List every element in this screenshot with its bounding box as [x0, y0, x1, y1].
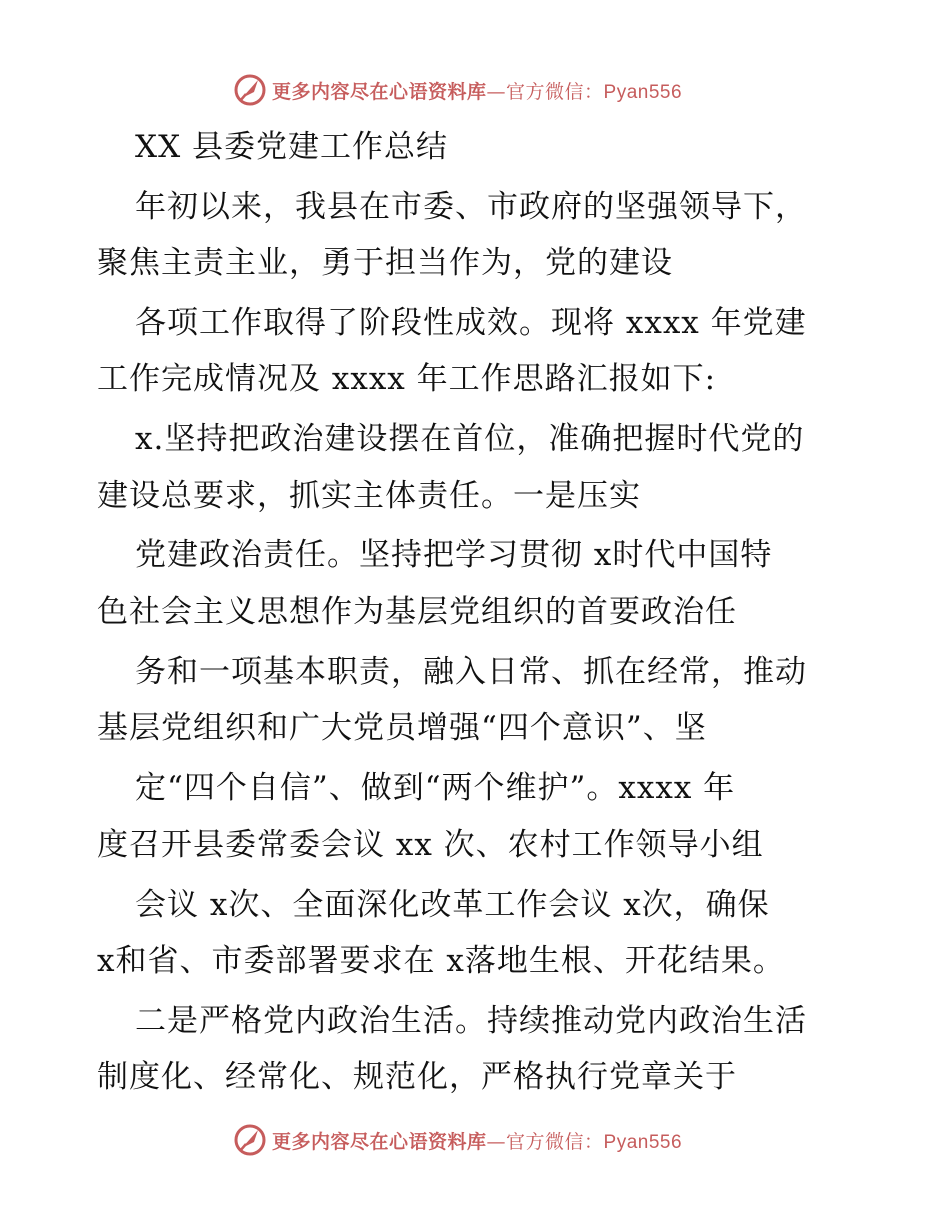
- paragraph-line: 年初以来，我县在市委、市政府的坚强领导下，: [135, 189, 807, 225]
- paragraph-line: 工作完成情况及 xxxx 年工作思路汇报如下:: [97, 361, 717, 397]
- paragraph-line: 度召开县委常委会议 xx 次、农村工作领导小组: [97, 827, 764, 863]
- header-banner-main: 更多内容尽在心语资料库: [272, 81, 487, 103]
- footer-watermark-banner: [0, 1120, 950, 1160]
- footer-banner-dash: —: [486, 1131, 507, 1153]
- header-banner-dash: —: [486, 81, 507, 103]
- paragraph-line: 色社会主义思想作为基层党组织的首要政治任: [97, 594, 737, 630]
- paragraph-line: 定“四个自信”、做到“两个维护”。xxxx 年: [135, 770, 736, 806]
- paragraph-line: 各项工作取得了阶段性成效。现将 xxxx 年党建: [135, 305, 807, 341]
- paragraph-line: 党建政治责任。坚持把学习贯彻 x时代中国特: [135, 537, 773, 573]
- paragraph-line: 制度化、经常化、规范化，严格执行党章关于: [97, 1059, 737, 1095]
- paragraph-line: x.坚持把政治建设摆在首位，准确把握时代党的: [135, 421, 805, 457]
- header-banner-official: 官方微信：: [506, 81, 604, 103]
- footer-banner-handle: Pyan556: [603, 1132, 683, 1153]
- footer-banner-official: 官方微信：: [506, 1131, 604, 1153]
- paragraph-line: 建设总要求，抓实主体责任。一是压实: [97, 478, 641, 514]
- paragraph-line: 聚焦主责主业，勇于担当作为，党的建设: [97, 245, 673, 281]
- quill-logo-icon: [232, 1122, 268, 1158]
- paragraph-line: 务和一项基本职责，融入日常、抓在经常，推动: [135, 654, 807, 690]
- document-title: XX 县委党建工作总结: [135, 129, 448, 165]
- paragraph-line: x和省、市委部署要求在 x落地生根、开花结果。: [97, 943, 785, 979]
- header-banner-handle: Pyan556: [603, 82, 683, 103]
- paragraph-line: 基层党组织和广大党员增强“四个意识”、坚: [97, 710, 707, 746]
- paragraph-line: 二是严格党内政治生活。持续推动党内政治生活: [135, 1003, 807, 1039]
- footer-banner-text: [272, 1127, 682, 1154]
- paragraph-line: 会议 x次、全面深化改革工作会议 x次，确保: [135, 887, 770, 923]
- footer-banner-main: 更多内容尽在心语资料库: [272, 1131, 487, 1153]
